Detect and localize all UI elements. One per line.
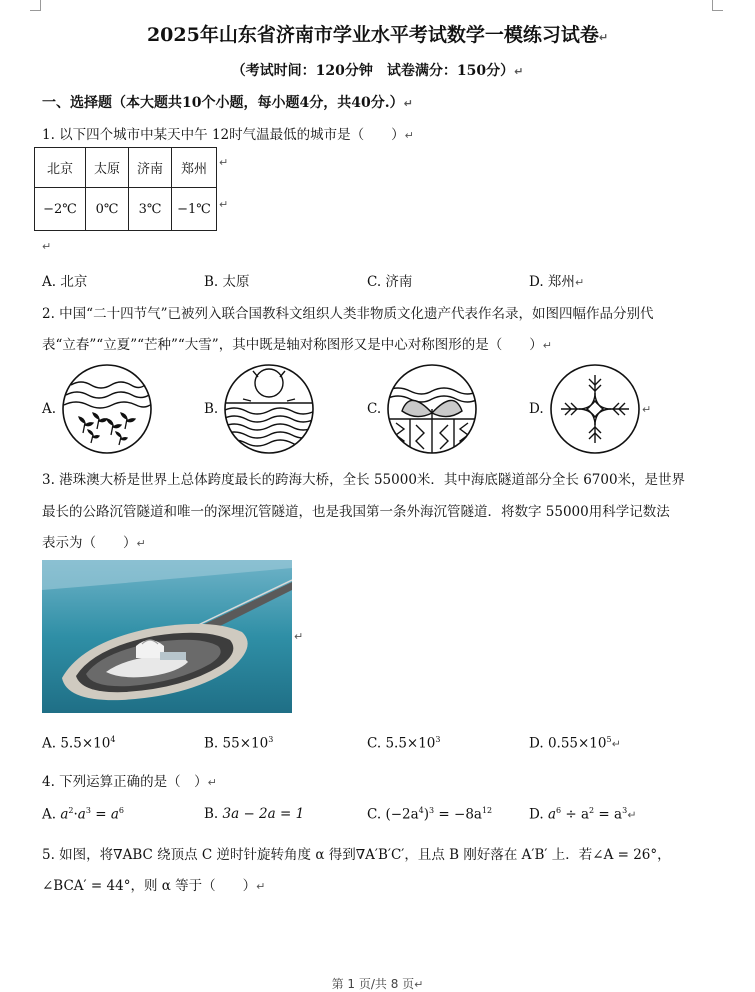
question-2-stem-line2: 表“立春”“立夏”“芒种”“大雪”，其中既是轴对称图形又是中心对称图形的是（ ）↵: [42, 337, 552, 353]
question-3-stem-line1: 3. 港珠澳大桥是世界上总体跨度最长的跨海大桥，全长 55000米．其中海底隧道部分全长 6700米，是世界: [42, 472, 686, 488]
corner-mark-top-left: [30, 0, 41, 11]
page-footer: 第 1 页/共 8 页↵: [331, 977, 424, 991]
snowflake-arrows-icon: [549, 363, 641, 455]
table-cell-city: 济南: [129, 148, 172, 188]
q2-label-c: C.: [367, 401, 382, 417]
table-cell-temp: −1℃: [172, 188, 217, 231]
q3-option-d: D. $0.55\times 10^5↵$: [529, 735, 621, 752]
q4-option-a: A. $a^2\cdot a^3 = a^6$: [42, 806, 125, 823]
q1-option-d: D. 郑州↵: [529, 274, 585, 290]
q1-option-c: C. 济南: [367, 274, 413, 290]
table-cell-city: 北京: [35, 148, 86, 188]
para-mark: ↵: [294, 630, 304, 643]
table-cell-temp: 3℃: [129, 188, 172, 231]
para-mark: ↵: [642, 403, 652, 416]
para-mark: ↵: [42, 240, 52, 253]
page-subtitle: （考试时间：120分钟 试卷满分：150分）↵: [231, 63, 524, 79]
question-5-line1: 5. 如图，将∇ABC 绕顶点 C 逆时针旋转角度 α 得到∇A′B′C′，且点 B 刚好落在 A′B′ 上．若∠A = 26°，: [42, 847, 671, 863]
q2-label-b: B.: [204, 401, 219, 417]
table-cell-city: 太原: [86, 148, 129, 188]
corner-mark-top-right: [712, 0, 723, 11]
temperature-table: [34, 147, 217, 231]
question-3-stem-line2: 最长的公路沉管隧道和唯一的深埋沉管隧道，也是我国第一条外海沉管隧道．将数字 55000用科学记数法: [42, 504, 670, 520]
question-3-stem-line3: 表示为（ ）↵: [42, 535, 146, 551]
q1-option-b: B. 太原: [204, 274, 250, 290]
q3-option-a: A. $5.5\times 10^4$: [42, 735, 116, 752]
grain-sprout-icon: [386, 363, 478, 455]
question-1-stem: 1. 以下四个城市中某天中午 12时气温最低的城市是（ ）↵: [42, 127, 414, 143]
para-mark: ↵: [219, 156, 229, 169]
summer-sun-waves-icon: [223, 363, 315, 455]
para-mark: ↵: [219, 198, 229, 211]
q4-option-b: B. 3a − 2a = 1: [204, 806, 305, 822]
section-heading: 一、选择题（本大题共10个小题，每小题4分，共40分.）↵: [42, 95, 413, 111]
page-title: 2025年山东省济南市学业水平考试数学一模练习试卷↵: [146, 24, 609, 46]
q4-option-d: D. $a^6 \div a^2$ = $a^3↵$: [529, 806, 637, 823]
q4-option-c: C. $(-2a^4)^3 = -8a^{12}$: [367, 806, 493, 823]
question-4-stem: 4. 下列运算正确的是（ ）↵: [42, 774, 217, 790]
table-cell-temp: 0℃: [86, 188, 129, 231]
q2-label-a: A.: [42, 401, 57, 417]
table-cell-temp: −2℃: [35, 188, 86, 231]
spring-seedlings-icon: [61, 363, 153, 455]
q1-option-a: A. 北京: [42, 274, 88, 290]
question-2-stem-line1: 2. 中国“二十四节气”已被列入联合国教科文组织人类非物质文化遗产代表作名录，如图四幅作品分别代: [42, 306, 654, 322]
q3-option-b: B. $55\times 10^3$: [204, 735, 274, 752]
table-cell-city: 郑州: [172, 148, 217, 188]
q2-label-d: D.: [529, 401, 544, 417]
q3-option-c: C. $5.5\times 10^3$: [367, 735, 441, 752]
question-5-line2: ∠BCA′ = 44°，则 α 等于（ ）↵: [42, 878, 266, 894]
bridge-island-photo: [42, 560, 292, 713]
